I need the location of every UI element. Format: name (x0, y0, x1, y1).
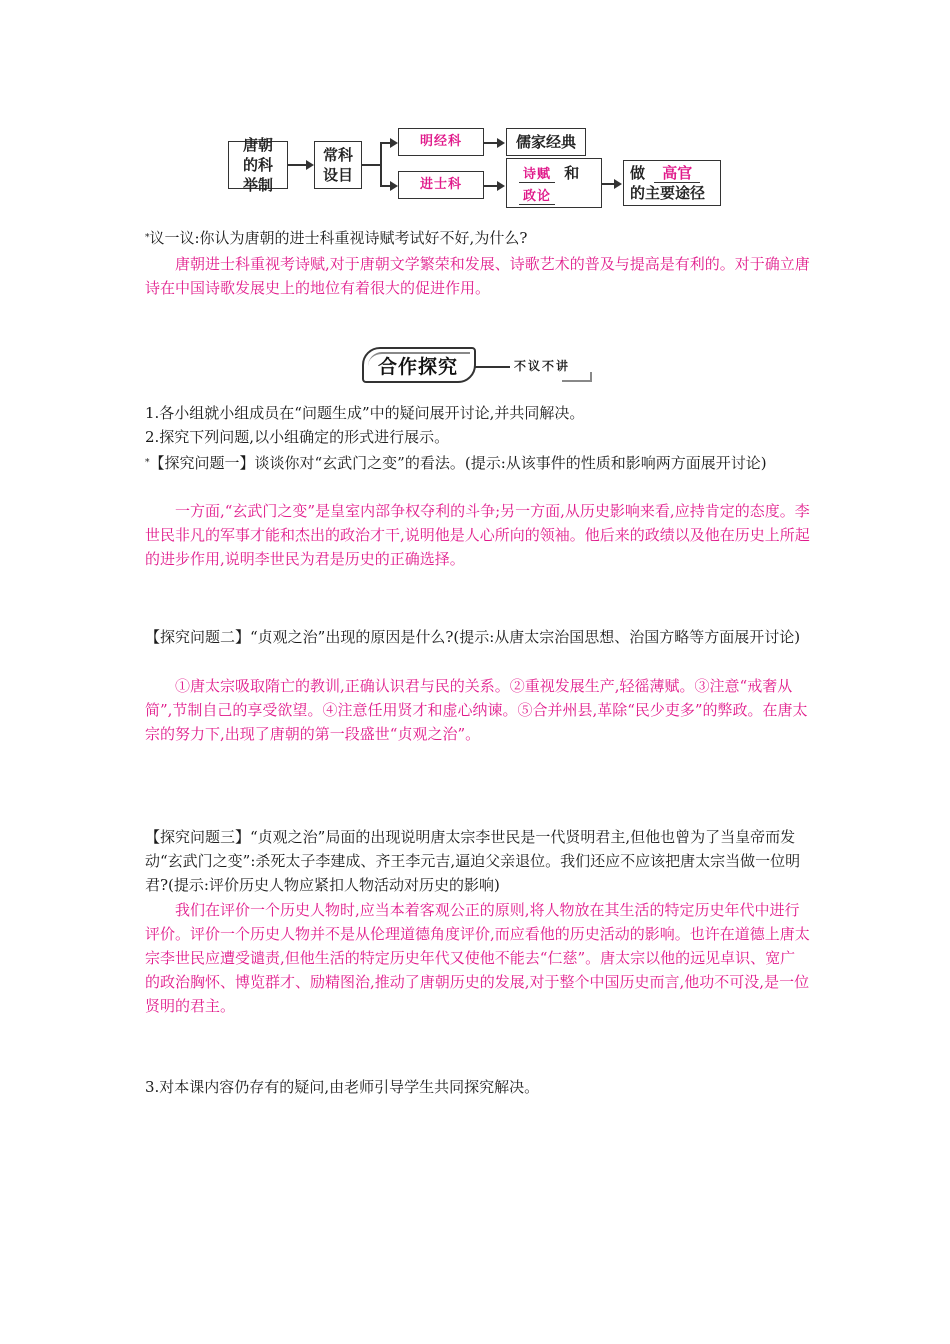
shifu-fill: 诗赋 (519, 167, 555, 183)
connector-line (362, 164, 380, 166)
banner-corner (562, 372, 592, 382)
official-path-box (623, 160, 721, 206)
q1-question-text: 【探究问题一】谈谈你对“玄武门之变”的看法。(提示:从该事件的性质和影响两方面展开讨论) (149, 454, 767, 472)
banner-rule (474, 366, 510, 368)
arrow-icon (497, 138, 505, 148)
arrow-icon (306, 160, 314, 170)
diagram-subjects-box (314, 141, 362, 189)
exam-content-box (506, 158, 602, 208)
q3-question: 【探究问题三】“贞观之治”局面的出现说明唐太宗李世民是一代贤明君主,但他也曾为了当皇帝而发动“玄武门之变”:杀死太子李建成、齐王李元吉,逼迫父亲退位。我们还应不应该把唐太宗当做一位明君?(提示:评价历史人物应紧扣人物活动对历史的影响) (145, 828, 801, 894)
q2-answer: ①唐太宗吸取隋亡的教训,正确认识君与民的关系。②重视发展生产,轻徭薄赋。③注意“戒奢从简”,节制自己的享受欲望。④注意任用贤才和虚心纳谏。⑤合并州县,革除“民少吏多”的弊政。在唐太宗的努力下,出现了唐朝的第一段盛世“贞观之治”。 (145, 677, 808, 743)
discussion-answer: 唐朝进士科重视考诗赋,对于唐朝文学繁荣和发展、诗歌艺术的普及与提高是有利的。对于确立唐诗在中国诗歌发展史上的地位有着很大的促进作用。 (145, 255, 810, 297)
mingjing-label: 明经科 (419, 134, 462, 149)
arrow-icon (614, 179, 622, 189)
star-mark: * (145, 233, 150, 243)
star-mark: * (145, 458, 150, 468)
connector-line (484, 185, 498, 187)
classics-box (506, 128, 586, 156)
classics-label: 儒家经典 (515, 133, 576, 151)
step-3: 3.对本课内容仍存有的疑问,由老师引导学生共同探究解决。 (145, 1078, 540, 1096)
q2-question: 【探究问题二】“贞观之治”出现的原因是什么?(提示:从唐太宗治国思想、治国方略等方面展开讨论) (145, 628, 801, 646)
q1-answer: 一方面,“玄武门之变”是皇室内部争权夺利的斗争;另一方面,从历史影响来看,应持肯定的态度。李世民非凡的军事才能和杰出的政治才干,说明他是人心所向的领袖。他后来的政绩以及他在历史上所起的进步作用,说明李世民为君是历史的正确选择。 (145, 502, 810, 568)
gaoguan-fill: 高官 (654, 164, 700, 183)
connector-line (288, 164, 308, 166)
q1-question (145, 451, 810, 475)
section-subtitle: 不议不讲 (514, 359, 571, 373)
diagram-root-box (228, 136, 288, 194)
discussion-question-text: 议一议:你认为唐朝的进士科重视诗赋考试好不好,为什么? (149, 229, 528, 247)
jinshi-label: 进士科 (419, 177, 462, 192)
arrow-icon (497, 181, 505, 191)
arrow-icon (390, 181, 398, 191)
diagram-subjects-label: 常科设目 (322, 146, 353, 184)
section-title: 合作探究 (378, 356, 459, 378)
mingjing-box (398, 128, 484, 156)
step-1: 1.各小组就小组成员在“问题生成”中的疑问展开讨论,并共同解决。 (145, 404, 585, 422)
diagram-root-label: 唐朝的科举制 (242, 136, 273, 194)
he-label: 和 (564, 164, 580, 182)
arrow-icon (390, 138, 398, 148)
zuo-label: 做 (630, 164, 646, 182)
q3-answer: 我们在评价一个历史人物时,应当本着客观公正的原则,将人物放在其生活的特定历史年代中进行评价。评价一个历史人物并不是从伦理道德角度评价,而应看他的历史活动的影响。也许在道德上唐太宗李世民应遭受谴责,但他生活的特定历史年代又使他不能去“仁慈”。唐太宗以他的远见卓识、宽广的政治胸怀、博览群才、励精图治,推动了唐朝历史的发展,对于整个中国历史而言,他功不可没,是一位贤明的君主。 (145, 901, 810, 1015)
step-2: 2.探究下列问题,以小组确定的形式进行展示。 (145, 428, 450, 446)
tujing-label: 的主要途径 (630, 184, 706, 202)
discussion-question (145, 226, 810, 250)
connector-line (484, 142, 498, 144)
keju-diagram (0, 0, 950, 220)
jinshi-box (398, 171, 484, 199)
connector-line (380, 142, 382, 186)
section-banner (362, 344, 594, 384)
zhenglun-fill: 政论 (519, 189, 555, 205)
